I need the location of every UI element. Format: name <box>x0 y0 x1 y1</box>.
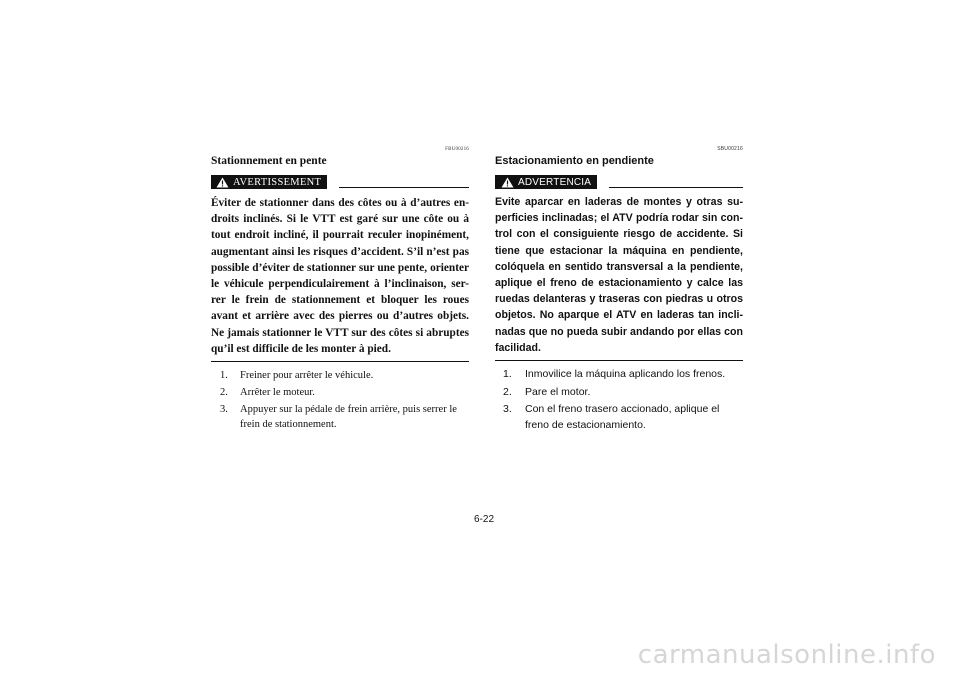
warning-header <box>211 175 469 189</box>
warning-end-rule <box>495 360 743 361</box>
list-item <box>211 402 469 432</box>
french-column <box>211 146 469 434</box>
warning-icon <box>216 177 229 188</box>
list-item <box>495 385 743 401</box>
warning-badge <box>495 175 597 189</box>
list-item <box>495 402 743 433</box>
section-title: Stationnement en pente <box>211 155 327 167</box>
steps-list <box>495 367 743 433</box>
page-number: 6-22 <box>473 514 494 525</box>
warning-end-rule <box>211 361 469 362</box>
warning-label: ADVERTENCIA <box>518 176 592 188</box>
warning-header <box>495 175 743 189</box>
step-number: 1. <box>220 370 228 382</box>
step-text: Pare el motor. <box>525 385 591 398</box>
step-text: Freiner pour arrêter le véhicule. <box>240 370 374 382</box>
warning-label: AVERTISSEMENT <box>233 176 322 188</box>
step-text: Con el freno trasero accionado, aplique el freno de estacionamiento. <box>525 403 720 431</box>
section-title: Estacionamiento en pendiente <box>495 155 654 167</box>
warning-rule <box>339 187 469 188</box>
step-text: Inmovilice la máquina aplicando los frenos. <box>525 368 726 381</box>
warning-rule <box>609 187 743 188</box>
warning-icon <box>501 177 514 188</box>
warning-text: Éviter de stationner dans des côtes ou à d’autres en-droits inclinés. Si le VTT est garé sur une côte ou à tout endroit incliné, il pourrait reculer inopinément, augmentant ainsi les risques d’accident. S’il n’est pas possible d’éviter de stationner sur une pente, orienter le véhicule perpendiculairement à l’inclinaison, ser-rer le frein de stationnement et bloquer les roues avant et arrière avec des pierres ou d’autres objets. Ne jamais stationner le VTT sur des côtes si abruptes qu’il est difficile de les monter à pied. <box>211 197 469 355</box>
steps-list <box>211 368 469 432</box>
list-item <box>495 367 743 383</box>
step-number: 3. <box>503 403 512 416</box>
step-number: 3. <box>220 404 228 416</box>
step-number: 2. <box>220 387 228 399</box>
section-code: FBU00216 <box>445 147 469 152</box>
step-number: 1. <box>503 368 512 381</box>
warning-badge <box>211 175 327 189</box>
section-code: SBU00216 <box>717 146 743 152</box>
warning-text: Evite aparcar en laderas de montes y otras su-perficies inclinadas; el ATV podría rodar sin con-trol con el consiguiente riesgo de accidente. Si tiene que estacionar la máquina en pendiente, colóquela en sentido transversal a la pendiente, aplique el freno de estacionamiento y calce las ruedas delanteras y traseras con piedras u otros objetos. No aparque el ATV en laderas tan incli-nadas que no pueda subir andando por ellas con facilidad. <box>495 196 743 354</box>
list-item <box>211 385 469 400</box>
step-text: Appuyer sur la pédale de frein arrière, puis serrer le frein de stationnement. <box>240 404 457 431</box>
watermark: carmanualsonline.info <box>637 640 936 670</box>
list-item <box>211 368 469 383</box>
spanish-column <box>495 146 743 435</box>
step-text: Arrêter le moteur. <box>240 387 315 399</box>
step-number: 2. <box>503 385 512 398</box>
